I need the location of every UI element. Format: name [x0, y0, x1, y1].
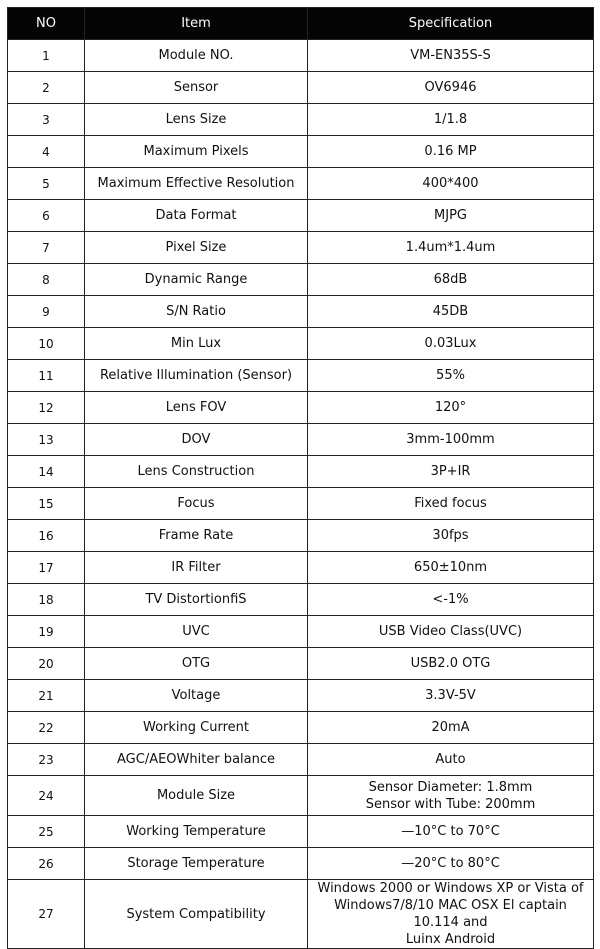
item-name: TV DistortionfiS	[85, 584, 308, 616]
item-name: Maximum Effective Resolution	[85, 168, 308, 200]
table-row	[8, 616, 594, 648]
item-name: OTG	[85, 648, 308, 680]
table-row	[8, 296, 594, 328]
spec-value: 1.4um*1.4um	[308, 232, 594, 264]
item-name: S/N Ratio	[85, 296, 308, 328]
table-row	[8, 712, 594, 744]
spec-value: 3P+IR	[308, 456, 594, 488]
row-number: 9	[8, 296, 85, 328]
item-name: Lens Construction	[85, 456, 308, 488]
row-number: 24	[8, 776, 85, 816]
item-name: Module Size	[85, 776, 308, 816]
item-name: DOV	[85, 424, 308, 456]
header-row	[8, 8, 594, 40]
table-row	[8, 456, 594, 488]
table-header	[8, 8, 594, 40]
row-number: 8	[8, 264, 85, 296]
spec-value: USB2.0 OTG	[308, 648, 594, 680]
table-body	[8, 40, 594, 949]
table-row	[8, 200, 594, 232]
spec-value: 1/1.8	[308, 104, 594, 136]
spec-value: 0.03Lux	[308, 328, 594, 360]
item-name: Storage Temperature	[85, 848, 308, 880]
row-number: 27	[8, 880, 85, 949]
spec-value: 68dB	[308, 264, 594, 296]
spec-value: <-1%	[308, 584, 594, 616]
row-number: 1	[8, 40, 85, 72]
item-name: Lens Size	[85, 104, 308, 136]
spec-value: 3mm-100mm	[308, 424, 594, 456]
table-row	[8, 136, 594, 168]
item-name: Relative Illumination (Sensor)	[85, 360, 308, 392]
item-name: Lens FOV	[85, 392, 308, 424]
item-name: Sensor	[85, 72, 308, 104]
table-row	[8, 744, 594, 776]
table-row	[8, 392, 594, 424]
row-number: 22	[8, 712, 85, 744]
row-number: 25	[8, 816, 85, 848]
item-name: Min Lux	[85, 328, 308, 360]
table-row	[8, 328, 594, 360]
row-number: 17	[8, 552, 85, 584]
spec-value: USB Video Class(UVC)	[308, 616, 594, 648]
spec-value: 120°	[308, 392, 594, 424]
spec-value: 45DB	[308, 296, 594, 328]
spec-value: 30fps	[308, 520, 594, 552]
table-row	[8, 232, 594, 264]
table-row	[8, 360, 594, 392]
spec-value: 20mA	[308, 712, 594, 744]
row-number: 7	[8, 232, 85, 264]
spec-value: 400*400	[308, 168, 594, 200]
item-name: Working Current	[85, 712, 308, 744]
table-row	[8, 520, 594, 552]
table-row	[8, 424, 594, 456]
row-number: 23	[8, 744, 85, 776]
item-name: AGC/AEOWhiter balance	[85, 744, 308, 776]
table-row	[8, 264, 594, 296]
table-row	[8, 488, 594, 520]
spec-value: OV6946	[308, 72, 594, 104]
item-name: Frame Rate	[85, 520, 308, 552]
table-row	[8, 680, 594, 712]
item-name: System Compatibility	[85, 880, 308, 949]
table-row	[8, 104, 594, 136]
spec-value: 55%	[308, 360, 594, 392]
row-number: 15	[8, 488, 85, 520]
row-number: 14	[8, 456, 85, 488]
header-spec: Specification	[308, 8, 594, 40]
row-number: 5	[8, 168, 85, 200]
row-number: 21	[8, 680, 85, 712]
row-number: 4	[8, 136, 85, 168]
row-number: 10	[8, 328, 85, 360]
row-number: 3	[8, 104, 85, 136]
row-number: 13	[8, 424, 85, 456]
row-number: 26	[8, 848, 85, 880]
spec-value: 3.3V-5V	[308, 680, 594, 712]
row-number: 18	[8, 584, 85, 616]
table-row	[8, 168, 594, 200]
spec-value: MJPG	[308, 200, 594, 232]
spec-value: Sensor Diameter: 1.8mm Sensor with Tube: 200mm	[308, 776, 594, 816]
header-item: Item	[85, 8, 308, 40]
row-number: 19	[8, 616, 85, 648]
item-name: Dynamic Range	[85, 264, 308, 296]
table-row	[8, 552, 594, 584]
spec-table	[7, 7, 594, 949]
header-no: NO	[8, 8, 85, 40]
row-number: 11	[8, 360, 85, 392]
item-name: Focus	[85, 488, 308, 520]
table-row	[8, 880, 594, 949]
item-name: Working Temperature	[85, 816, 308, 848]
table-row	[8, 816, 594, 848]
table-row	[8, 40, 594, 72]
item-name: Voltage	[85, 680, 308, 712]
spec-value: VM-EN35S-S	[308, 40, 594, 72]
row-number: 16	[8, 520, 85, 552]
row-number: 20	[8, 648, 85, 680]
table-row	[8, 584, 594, 616]
row-number: 2	[8, 72, 85, 104]
item-name: Maximum Pixels	[85, 136, 308, 168]
spec-value: Fixed focus	[308, 488, 594, 520]
table-row	[8, 776, 594, 816]
spec-value: —10°C to 70°C	[308, 816, 594, 848]
spec-value: Auto	[308, 744, 594, 776]
table-row	[8, 648, 594, 680]
row-number: 12	[8, 392, 85, 424]
item-name: UVC	[85, 616, 308, 648]
spec-value: Windows 2000 or Windows XP or Vista of Windows7/8/10 MAC OSX El captain 10.114 and Luinx Android	[308, 880, 594, 949]
row-number: 6	[8, 200, 85, 232]
spec-value: 0.16 MP	[308, 136, 594, 168]
item-name: Module NO.	[85, 40, 308, 72]
item-name: IR Filter	[85, 552, 308, 584]
spec-value: —20°C to 80°C	[308, 848, 594, 880]
item-name: Data Format	[85, 200, 308, 232]
table-row	[8, 72, 594, 104]
table-row	[8, 848, 594, 880]
spec-value: 650±10nm	[308, 552, 594, 584]
item-name: Pixel Size	[85, 232, 308, 264]
